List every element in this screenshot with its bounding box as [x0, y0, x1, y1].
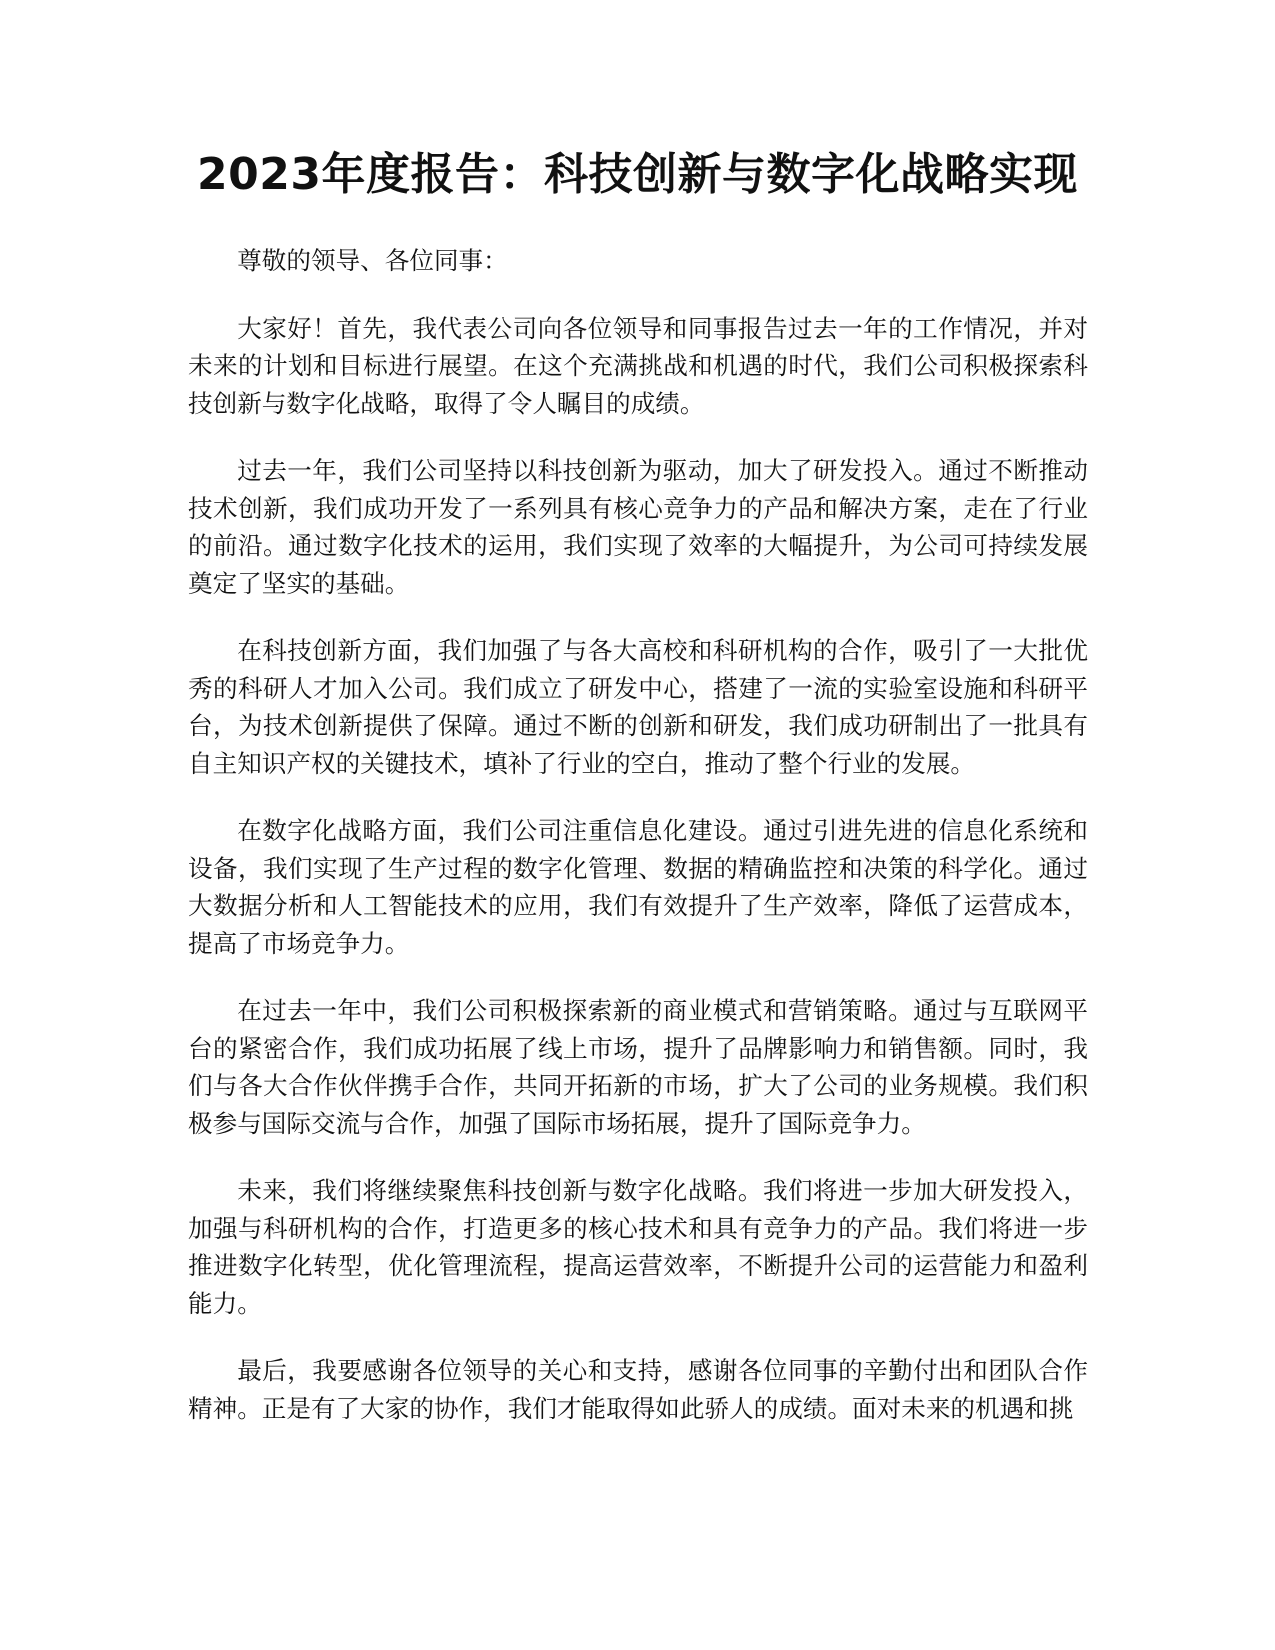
document-title: 2023年度报告：科技创新与数字化战略实现: [197, 149, 1078, 200]
paragraph-1: 大家好！首先，我代表公司向各位领导和同事报告过去一年的工作情况，并对未来的计划和目标进行展望。在这个充满挑战和机遇的时代，我们公司积极探索科技创新与数字化战略，取得了令人瞩目的成绩。: [188, 313, 1088, 418]
salutation: 尊敬的领导、各位同事：: [237, 246, 508, 275]
paragraph-7: 最后，我要感谢各位领导的关心和支持，感谢各位同事的辛勤付出和团队合作精神。正是有了大家的协作，我们才能取得如此骄人的成绩。面对未来的机遇和挑: [188, 1356, 1088, 1423]
paragraph-3: 在科技创新方面，我们加强了与各大高校和科研机构的合作，吸引了一大批优秀的科研人才加入公司。我们成立了研发中心，搭建了一流的实验室设施和科研平台，为技术创新提供了保障。通过不断的创新和研发，我们成功研制出了一批具有自主知识产权的关键技术，填补了行业的空白，推动了整个行业的发展。: [188, 636, 1088, 778]
document-body: [188, 242, 1088, 1457]
paragraph-4: 在数字化战略方面，我们公司注重信息化建设。通过引进先进的信息化系统和设备，我们实现了生产过程的数字化管理、数据的精确监控和决策的科学化。通过大数据分析和人工智能技术的应用，我们有效提升了生产效率，降低了运营成本，提高了市场竞争力。: [188, 816, 1088, 958]
paragraph-6: 未来，我们将继续聚焦科技创新与数字化战略。我们将进一步加大研发投入，加强与科研机构的合作，打造更多的核心技术和具有竞争力的产品。我们将进一步推进数字化转型，优化管理流程，提高运营效率，不断提升公司的运营能力和盈利能力。: [188, 1176, 1088, 1318]
paragraph-5: 在过去一年中，我们公司积极探索新的商业模式和营销策略。通过与互联网平台的紧密合作，我们成功拓展了线上市场，提升了品牌影响力和销售额。同时，我们与各大合作伙伴携手合作，共同开拓新的市场，扩大了公司的业务规模。我们积极参与国际交流与合作，加强了国际市场拓展，提升了国际竞争力。: [188, 996, 1088, 1138]
paragraph-2: 过去一年，我们公司坚持以科技创新为驱动，加大了研发投入。通过不断推动技术创新，我们成功开发了一系列具有核心竞争力的产品和解决方案，走在了行业的前沿。通过数字化技术的运用，我们实现了效率的大幅提升，为公司可持续发展奠定了坚实的基础。: [188, 456, 1088, 598]
